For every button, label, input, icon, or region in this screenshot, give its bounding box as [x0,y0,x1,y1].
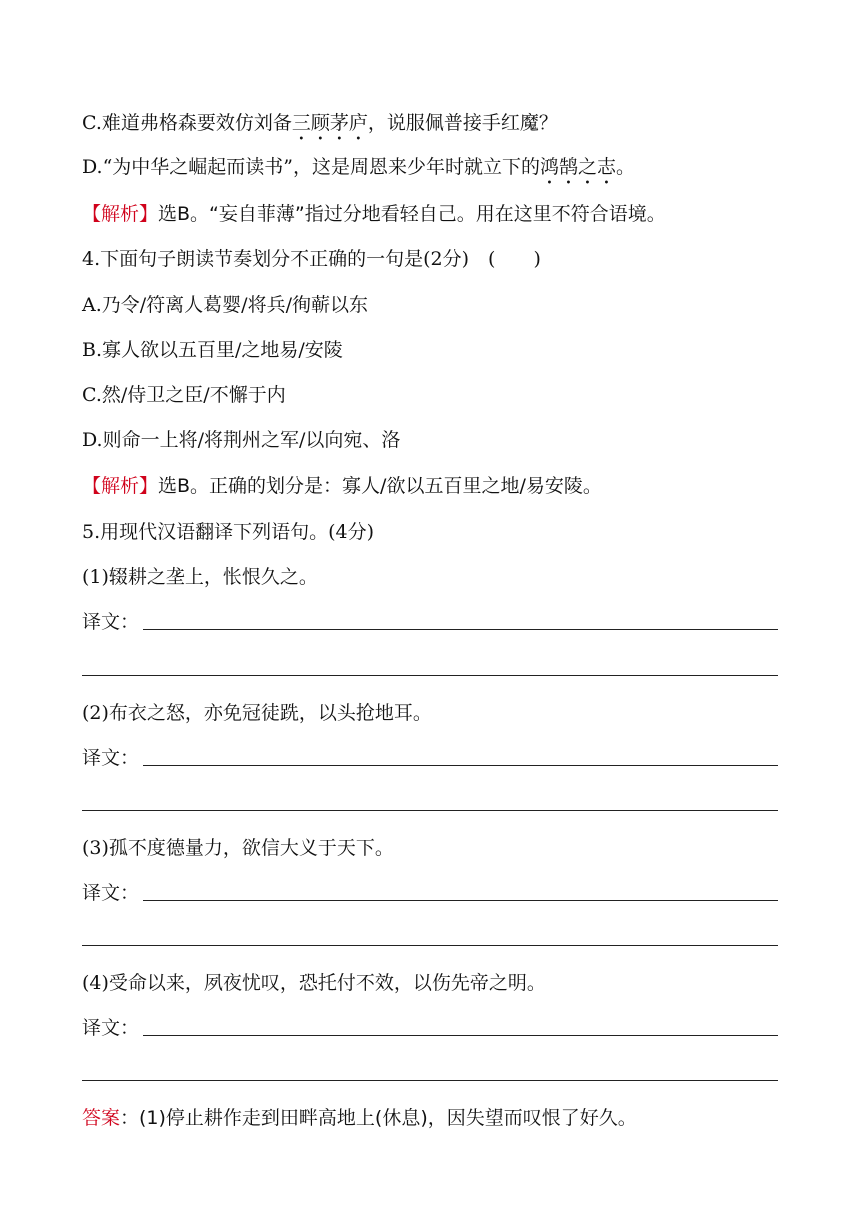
answer-line[interactable] [82,675,778,676]
answer-line[interactable] [82,810,778,811]
analysis-3 [82,202,666,226]
q5-item-4: (4)受命以来，夙夜忧叹，恐托付不效，以伤先帝之明。 [82,972,546,994]
answer-line[interactable] [82,945,778,946]
q4-option-a: A.乃令/符离人葛婴/将兵/徇蕲以东 [82,294,368,316]
translation-label: 译文： [82,1017,140,1039]
translation-label: 译文： [82,747,140,769]
answer-line[interactable] [143,1035,778,1036]
answer-block [82,1106,637,1130]
question-5-stem: 5.用现代汉语翻译下列语句。(4分) [82,521,375,543]
translation-label: 译文： [82,882,140,904]
answer-tag: 答案 [82,1107,121,1129]
q5-item-3: (3)孤不度德量力，欲信大义于天下。 [82,837,394,859]
option-c-dotted: 三顾茅庐 [291,112,368,134]
analysis-4 [82,474,602,498]
q4-option-b: B.寡人欲以五百里/之地易/安陵 [82,339,343,361]
answer-line[interactable] [82,1080,778,1081]
option-d-text: D.“为中华之崛起而读书”，这是周恩来少年时就立下的 [82,156,541,178]
option-c [82,111,558,145]
analysis-tag: 【解析】 [82,475,159,497]
answer-text: ：(1)停止耕作走到田畔高地上(休息)，因失望而叹恨了好久。 [120,1107,637,1129]
q4-option-d: D.则命一上将/将荆州之军/以向宛、洛 [82,429,401,451]
analysis-tag: 【解析】 [82,203,159,225]
answer-line[interactable] [143,629,778,630]
q5-item-1: (1)辍耕之垄上，怅恨久之。 [82,566,318,588]
option-c-tail: ，说服佩普接手红魔？ [367,112,558,134]
option-d-dotted: 鸿鹄之志 [540,156,617,178]
option-d [82,155,635,189]
q5-item-2: (2)布衣之怒，亦免冠徒跣，以头抢地耳。 [82,702,432,724]
q4-option-c: C.然/侍卫之臣/不懈于内 [82,384,286,406]
analysis-text: 选B。“妄自菲薄”指过分地看轻自己。用在这里不符合语境。 [158,203,666,225]
option-d-tail: 。 [616,156,636,178]
answer-line[interactable] [143,900,778,901]
question-4-stem: 4.下面句子朗读节奏划分不正确的一句是(2分) ( ) [82,248,541,270]
answer-line[interactable] [143,765,778,766]
option-c-text: C.难道弗格森要效仿刘备 [82,112,292,134]
translation-label: 译文： [82,611,140,633]
analysis-text: 选B。正确的划分是：寡人/欲以五百里之地/易安陵。 [158,475,602,497]
